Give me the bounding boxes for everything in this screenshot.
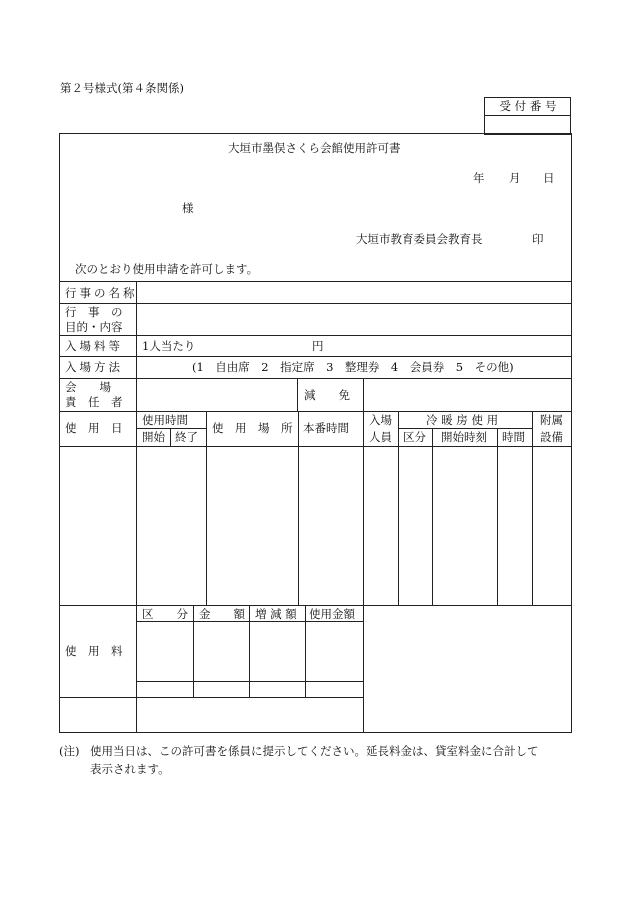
admission-method-label: 入場方法	[65, 360, 123, 374]
fee-total-header: 使用金額	[309, 607, 355, 621]
attendees-header-line1: 入場	[369, 413, 392, 427]
admission-method-options: (1 自由席 2 指定席 3 整理券 4 会員券 5 その他)	[192, 360, 514, 374]
venue-manager-label-line1: 会 場	[65, 380, 111, 394]
hvac-hours-header: 時間	[502, 430, 525, 444]
usage-place-header: 使 用 場 所	[212, 421, 293, 435]
equipment-header-line2: 設備	[540, 430, 563, 444]
addressee-suffix: 様	[182, 201, 194, 215]
hvac-category-header: 区分	[403, 430, 426, 444]
date-day: 日	[543, 171, 555, 185]
reception-box	[484, 97, 571, 135]
attendees-header-line2: 人員	[369, 430, 392, 444]
usage-time-end: 終了	[175, 430, 198, 444]
usage-fee-label: 使 用 料	[65, 644, 123, 658]
exemption-label: 減 免	[304, 388, 350, 402]
issuer-name: 大垣市教育委員会教育長	[356, 232, 483, 246]
reception-number-label: 受 付 番 号	[499, 99, 557, 113]
form-number: 第２号様式(第４条関係)	[60, 81, 184, 95]
usage-time-header: 使用時間	[142, 413, 188, 427]
date-year: 年	[473, 171, 485, 185]
admission-fee-unit: 円	[312, 339, 324, 353]
seal-mark: 印	[532, 232, 544, 246]
usage-time-start: 開始	[142, 430, 165, 444]
note-line1: 使用当日は、この許可書を係員に提示してください。延長料金は、貸室料金に合計して	[90, 744, 539, 758]
event-purpose-label-line1: 行 事 の	[65, 305, 123, 319]
venue-manager-label-line2: 責 任 者	[65, 395, 123, 409]
usage-date-header: 使 用 日	[65, 421, 123, 435]
permit-statement: 次のとおり使用申請を許可します。	[75, 262, 259, 276]
fee-category-header: 区 分	[142, 607, 188, 621]
fee-amount-header: 金 額	[199, 607, 245, 621]
note-prefix: (注)	[59, 744, 80, 758]
main-time-header: 本番時間	[303, 421, 349, 435]
admission-fee-label: 入場料等	[65, 339, 123, 353]
admission-fee-prefix: 1人当たり	[142, 339, 196, 353]
date-month: 月	[509, 171, 521, 185]
hvac-header: 冷 暖 房 使 用	[426, 413, 499, 427]
event-name-label: 行事の名称	[65, 286, 138, 300]
hvac-start-header: 開始時刻	[441, 430, 487, 444]
fee-adjust-header: 増 減 額	[255, 607, 297, 621]
note-line2: 表示されます。	[90, 762, 170, 776]
event-purpose-label-line2: 目的・内容	[65, 320, 123, 334]
equipment-header-line1: 附属	[540, 413, 563, 427]
page-title: 大垣市墨俣さくら会館使用許可書	[228, 141, 401, 155]
